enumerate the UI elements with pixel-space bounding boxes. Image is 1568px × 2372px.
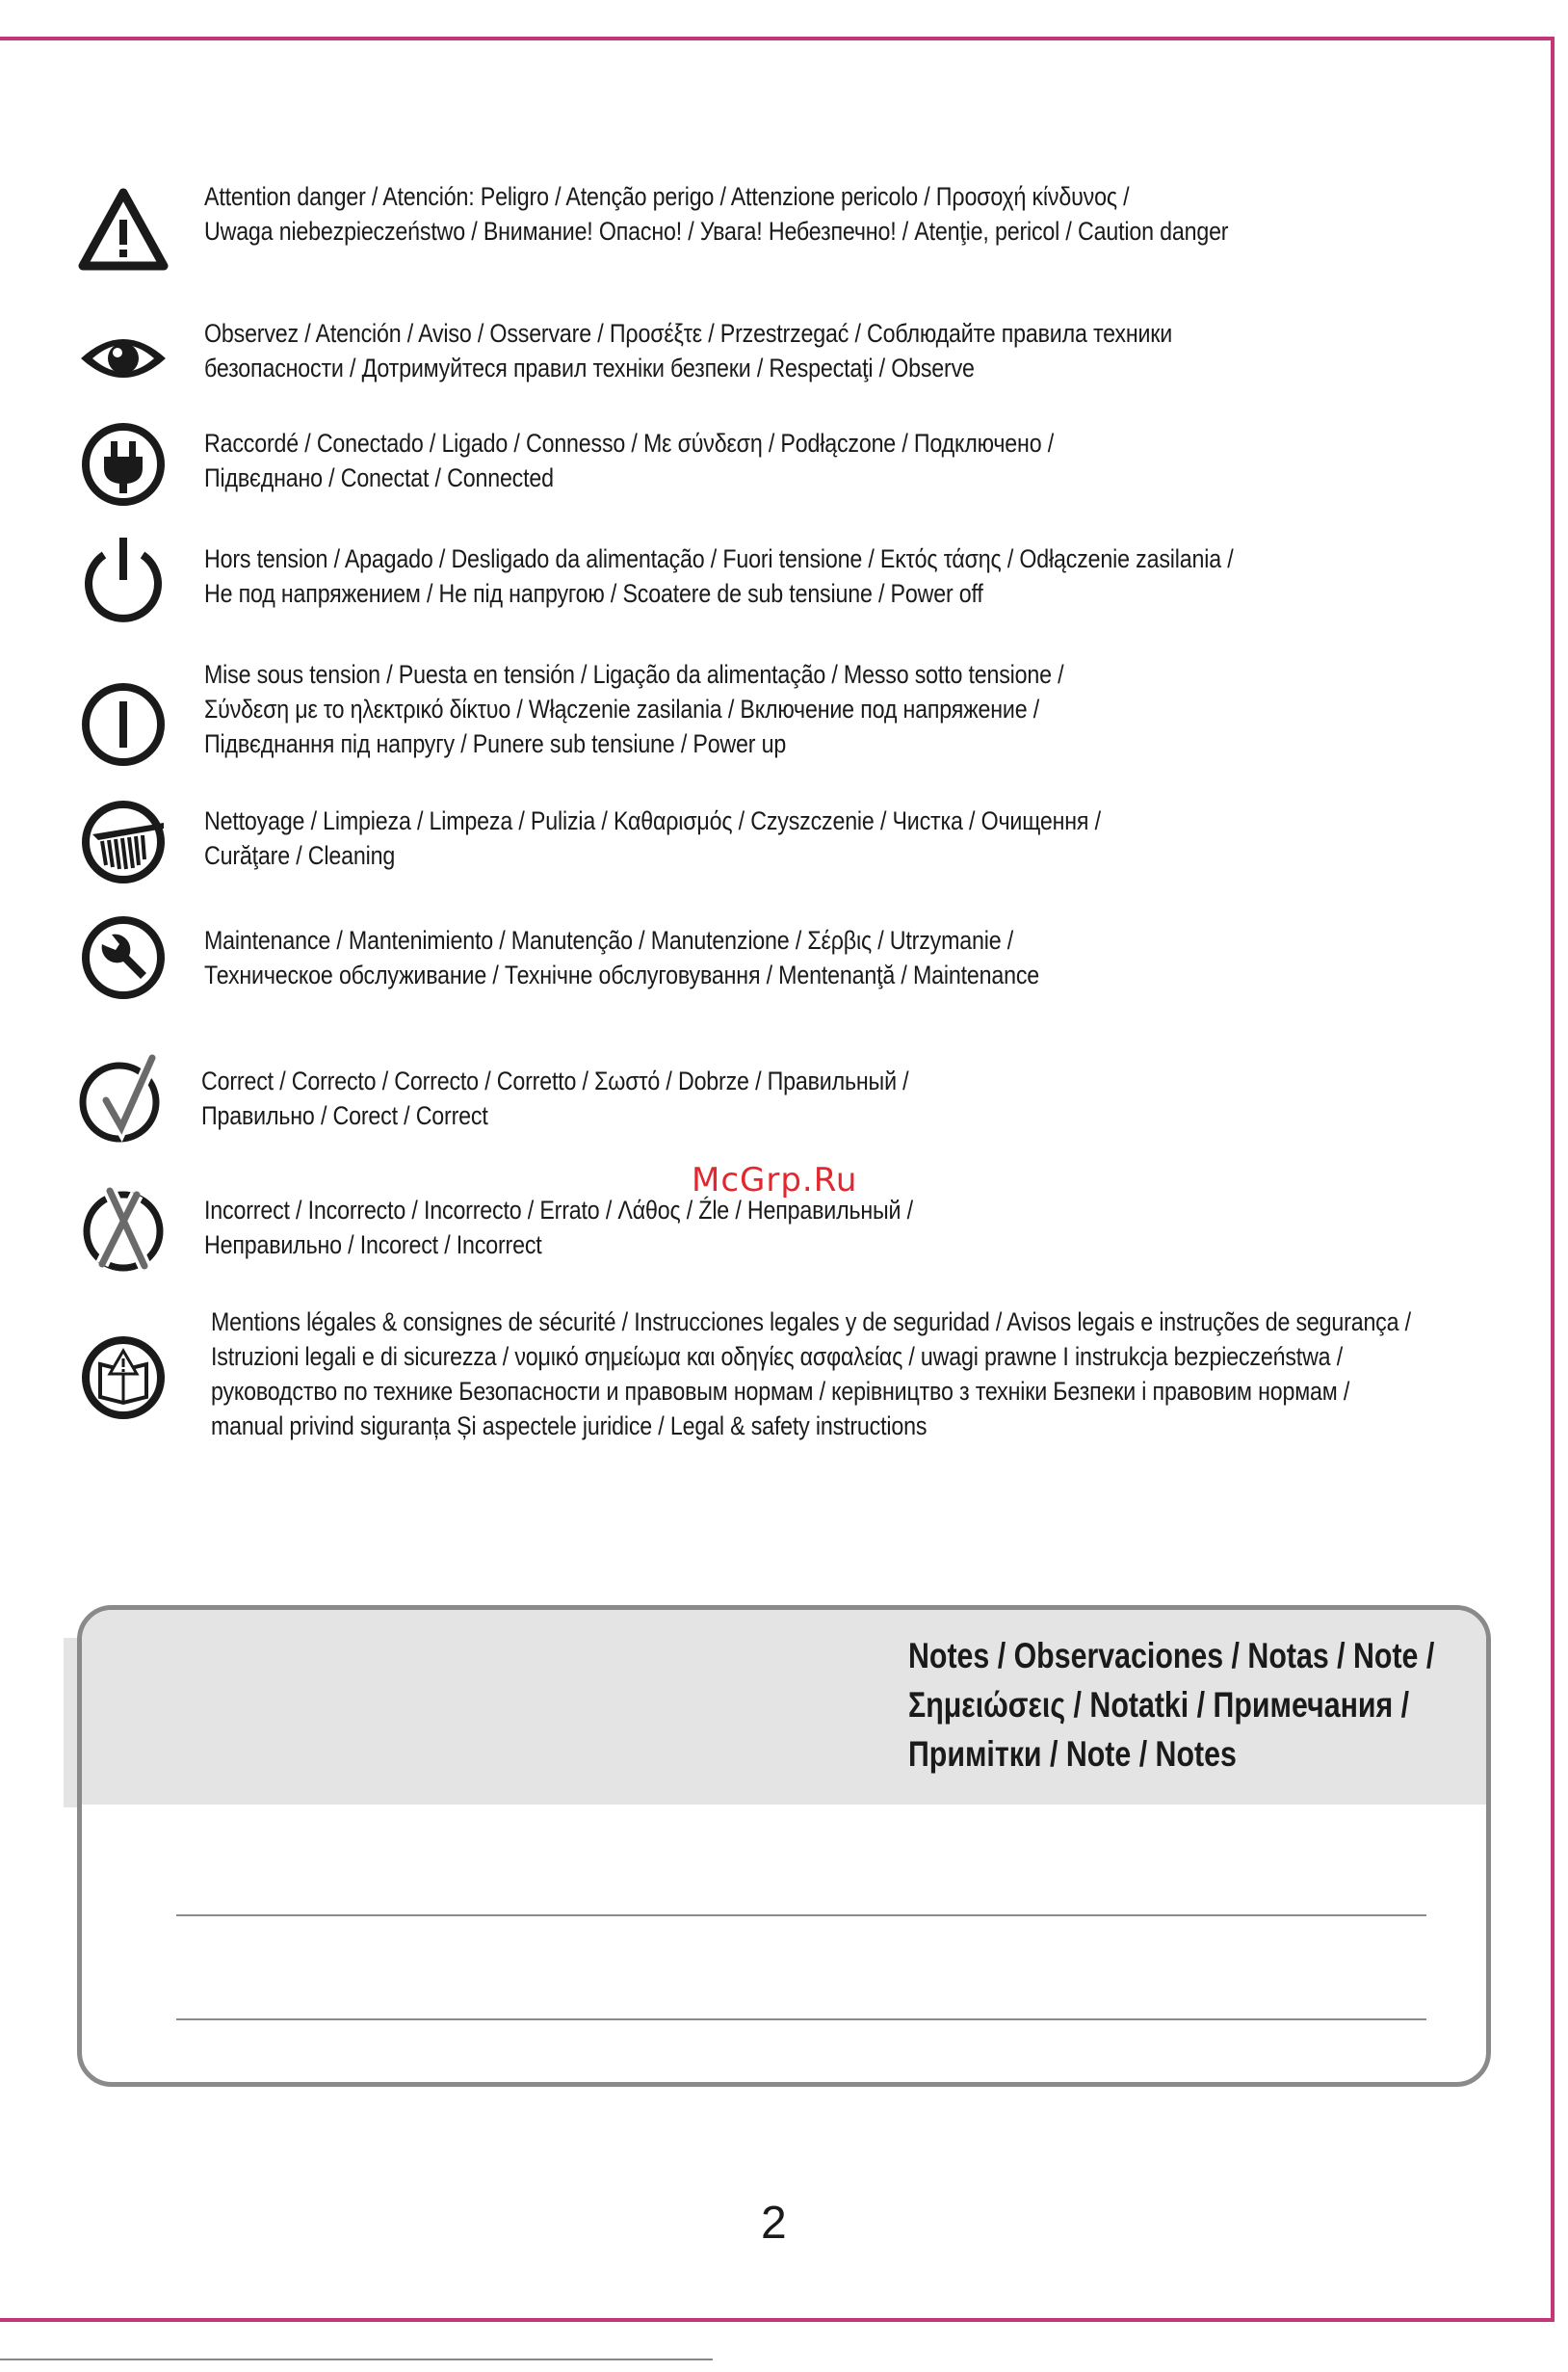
power-on-icon <box>77 678 170 771</box>
symbol-text: Mentions légales & consignes de sécurité / Instrucciones legales y de seguridad / Avisos legais e instruções de segurança / Istruzioni legali e di sicurezza / νομικό σημείωμα και οδηγίες ασφαλείας / uwagi prawne I instrukcja bezpieczeństwa / руководство по технике Безопасности и правовым нормам / керівництво з техніки Безпеки і правовим нормам / manual privind siguranța Și aspectele juridice / Legal & safety instructions <box>211 1307 1411 1440</box>
symbol-text: Attention danger / Atención: Peligro / Atenção perigo / Attenzione pericolo / Προσοχή κίνδυνος / Uwaga niebezpieczeństwo / Внимание! Опасно! / Увага! Небезпечно! / Atenţie, pericol / Caution danger <box>204 182 1229 246</box>
notes-writing-line <box>176 2018 1426 2020</box>
bottom-edge-line <box>0 2359 713 2360</box>
symbol-text: Hors tension / Apagado / Desligado da alimentação / Fuori tensione / Εκτός τάσης / Odłączenie zasilania / Не под напряжением / Не під напругою / Scoatere de sub tensiune / Power off <box>204 544 1234 608</box>
page-number: 2 <box>761 2198 787 2249</box>
symbol-text: Nettoyage / Limpieza / Limpeza / Pulizia / Καθαρισμός / Czyszczenie / Чистка / Очищення / Curăţare / Cleaning <box>204 806 1101 870</box>
notes-title: Notes / Observaciones / Notas / Note / Σημειώσεις / Notatki / Примечания / Примітки / Note / Notes <box>908 1636 1435 1774</box>
symbol-text: Raccordé / Conectado / Ligado / Connesso / Με σύνδεση / Podłączone / Подключено / Підвєднано / Conectat / Connected <box>204 429 1054 492</box>
symbol-text: Incorrect / Incorrecto / Incorrecto / Errato / Λάθος / Źle / Неправильный / Неправильно / Incorect / Incorrect <box>204 1196 913 1259</box>
warning-triangle-icon <box>77 183 170 276</box>
symbol-text: Mise sous tension / Puesta en tensión / Ligação da alimentação / Messo sotto tensione / Σύνδεση με το ηλεκτρικό δίκτυο / Włączenie zasilania / Включение под напряжение / Підвєднання під напругу / Punere sub tensiune / Power up <box>204 660 1064 758</box>
symbol-text: Maintenance / Mantenimiento / Manutenção / Manutenzione / Σέρβις / Utrzymanie / Техническое обслуживание / Технічне обслуговування / Mentenanţă / Maintenance <box>204 926 1040 989</box>
legal-book-icon <box>77 1331 170 1424</box>
power-off-icon <box>77 534 170 626</box>
checkmark-icon <box>77 1052 170 1145</box>
wrench-icon <box>77 911 170 1004</box>
watermark: McGrp.Ru <box>692 1161 858 1199</box>
notes-writing-line <box>176 1914 1426 1916</box>
symbol-text: Observez / Atención / Aviso / Osservare / Προσέξτε / Przestrzegać / Соблюдайте правила техники безопасности / Дотримуйтеся правил техніки безпеки / Respectaţi / Observe <box>204 319 1173 382</box>
cleaning-brush-icon <box>77 796 170 888</box>
cross-icon <box>77 1183 170 1276</box>
eye-icon <box>77 312 170 405</box>
plug-icon <box>77 418 170 511</box>
notes-box <box>77 1605 1491 2087</box>
symbol-text: Correct / Correcto / Correcto / Corretto / Σωστό / Dobrze / Правильный / Правильно / Corect / Correct <box>201 1067 909 1130</box>
